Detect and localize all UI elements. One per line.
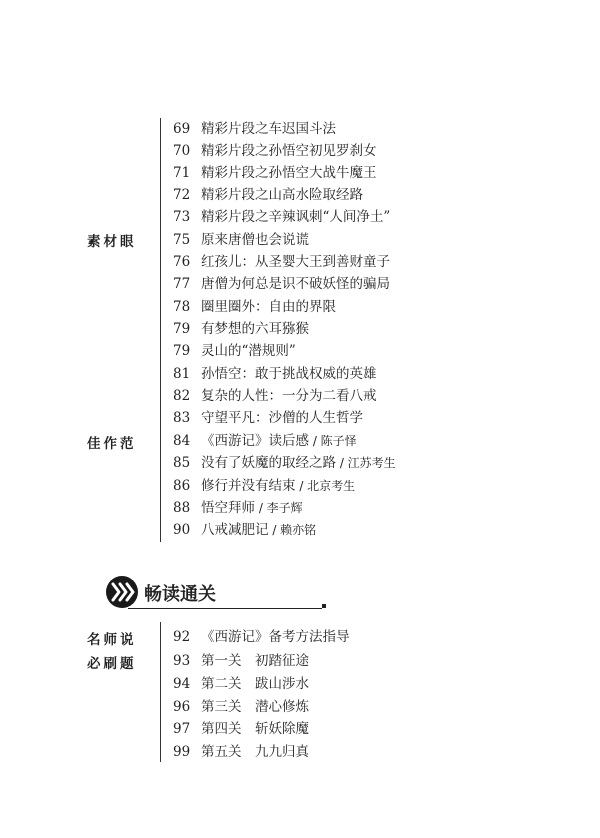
- toc-page-number: 72: [173, 187, 191, 203]
- toc-entry[interactable]: [173, 251, 390, 273]
- toc-entry[interactable]: [173, 318, 309, 340]
- toc-page-number: 71: [173, 165, 191, 181]
- chevron-circle-icon: [104, 574, 140, 610]
- toc-entry[interactable]: [173, 430, 357, 452]
- toc-entry[interactable]: [173, 475, 355, 497]
- toc-entry[interactable]: [173, 118, 336, 140]
- toc-entry[interactable]: [173, 673, 309, 695]
- toc-author: / 北京考生: [296, 479, 356, 493]
- toc-page-number: 84: [173, 433, 191, 449]
- toc-page-number: 69: [173, 121, 191, 137]
- toc-entry[interactable]: [173, 229, 309, 251]
- toc-title: 守望平凡：沙僧的人生哲学: [201, 410, 363, 426]
- toc-entry[interactable]: [173, 206, 390, 228]
- toc-entry[interactable]: [173, 452, 396, 474]
- toc-entry[interactable]: [173, 296, 336, 318]
- toc-page-number: 79: [173, 321, 191, 337]
- toc-title: 没有了妖魔的取经之路: [201, 455, 336, 471]
- toc-entry[interactable]: [173, 696, 309, 718]
- toc-title: 精彩片段之辛辣讽刺“人间净土”: [201, 209, 391, 225]
- toc-entry[interactable]: [173, 519, 316, 541]
- toc-entry[interactable]: [173, 741, 309, 763]
- section-label-bishuati: 必刷题: [87, 656, 137, 672]
- toc-entry[interactable]: [173, 273, 390, 295]
- toc-page-number: 97: [173, 721, 191, 737]
- toc-page-number: 88: [173, 500, 191, 516]
- toc-title: 第三关 潜心修炼: [201, 699, 309, 715]
- toc-title: 灵山的“潜规则”: [201, 343, 296, 359]
- toc-title: 八戒减肥记: [201, 522, 269, 538]
- toc-title: 原来唐僧也会说谎: [201, 232, 309, 248]
- toc-entry[interactable]: [173, 650, 309, 672]
- toc-page-number: 92: [173, 629, 191, 645]
- toc-title: 圈里圈外：自由的界限: [201, 299, 336, 315]
- toc-author: / 李子辉: [255, 501, 303, 515]
- toc-page-number: 93: [173, 653, 191, 669]
- toc-title: 第五关 九九归真: [201, 744, 309, 760]
- section-label-sucaiyan: 素材眼: [87, 234, 137, 250]
- toc-title: 《西游记》读后感: [201, 433, 309, 449]
- toc-author: / 陈子怿: [309, 434, 357, 448]
- toc-title: 红孩儿：从圣婴大王到善财童子: [201, 254, 390, 270]
- toc-page-number: 78: [173, 299, 191, 315]
- toc-page-number: 94: [173, 676, 191, 692]
- toc-entry[interactable]: [173, 340, 296, 362]
- toc-title: 孙悟空：敢于挑战权威的英雄: [201, 366, 377, 382]
- section-label-jiazuofan: 佳作范: [87, 436, 137, 452]
- toc-page-number: 81: [173, 366, 191, 382]
- toc-entry[interactable]: [173, 626, 350, 648]
- banner-dot: [322, 604, 326, 608]
- section-label-mingshishuo: 名师说: [87, 632, 137, 648]
- banner-underline: [128, 608, 322, 609]
- toc-page-number: 70: [173, 143, 191, 159]
- toc-author: / 江苏考生: [336, 456, 396, 470]
- toc-title: 精彩片段之孙悟空初见罗刹女: [201, 143, 377, 159]
- toc-page-number: 77: [173, 276, 191, 292]
- toc-page-number: 83: [173, 410, 191, 426]
- toc-entry[interactable]: [173, 162, 377, 184]
- toc-entry[interactable]: [173, 718, 309, 740]
- toc-author: / 赖亦铭: [269, 523, 317, 537]
- toc-title: 有梦想的六耳猕猴: [201, 321, 309, 337]
- toc-list-1: [160, 118, 541, 542]
- toc-page-number: 86: [173, 478, 191, 494]
- toc-title: 悟空拜师: [201, 500, 255, 516]
- toc-page-number: 82: [173, 388, 191, 404]
- toc-title: 第二关 跋山涉水: [201, 676, 309, 692]
- toc-title: 修行并没有结束: [201, 478, 296, 494]
- toc-entry[interactable]: [173, 184, 363, 206]
- toc-page-number: 99: [173, 744, 191, 760]
- toc-page-number: 73: [173, 209, 191, 225]
- banner-title: 畅读通关: [144, 584, 216, 605]
- toc-title: 精彩片段之山高水险取经路: [201, 187, 363, 203]
- toc-page-number: 79: [173, 343, 191, 359]
- toc-title: 第四关 斩妖除魔: [201, 721, 309, 737]
- toc-title: 《西游记》备考方法指导: [201, 629, 350, 645]
- toc-entry[interactable]: [173, 140, 377, 162]
- toc-title: 第一关 初踏征途: [201, 653, 309, 669]
- toc-list-2: [160, 622, 541, 762]
- toc-entry[interactable]: [173, 497, 303, 519]
- toc-page-number: 90: [173, 522, 191, 538]
- toc-page-number: 76: [173, 254, 191, 270]
- toc-title: 精彩片段之孙悟空大战牛魔王: [201, 165, 377, 181]
- toc-title: 复杂的人性：一分为二看八戒: [201, 388, 377, 404]
- toc-entry[interactable]: [173, 407, 363, 429]
- section-banner: [104, 574, 404, 614]
- toc-page-number: 75: [173, 232, 191, 248]
- toc-title: 精彩片段之车迟国斗法: [201, 121, 336, 137]
- toc-page-number: 85: [173, 455, 191, 471]
- toc-entry[interactable]: [173, 385, 377, 407]
- toc-title: 唐僧为何总是识不破妖怪的骗局: [201, 276, 390, 292]
- toc-page-number: 96: [173, 699, 191, 715]
- toc-entry[interactable]: [173, 363, 377, 385]
